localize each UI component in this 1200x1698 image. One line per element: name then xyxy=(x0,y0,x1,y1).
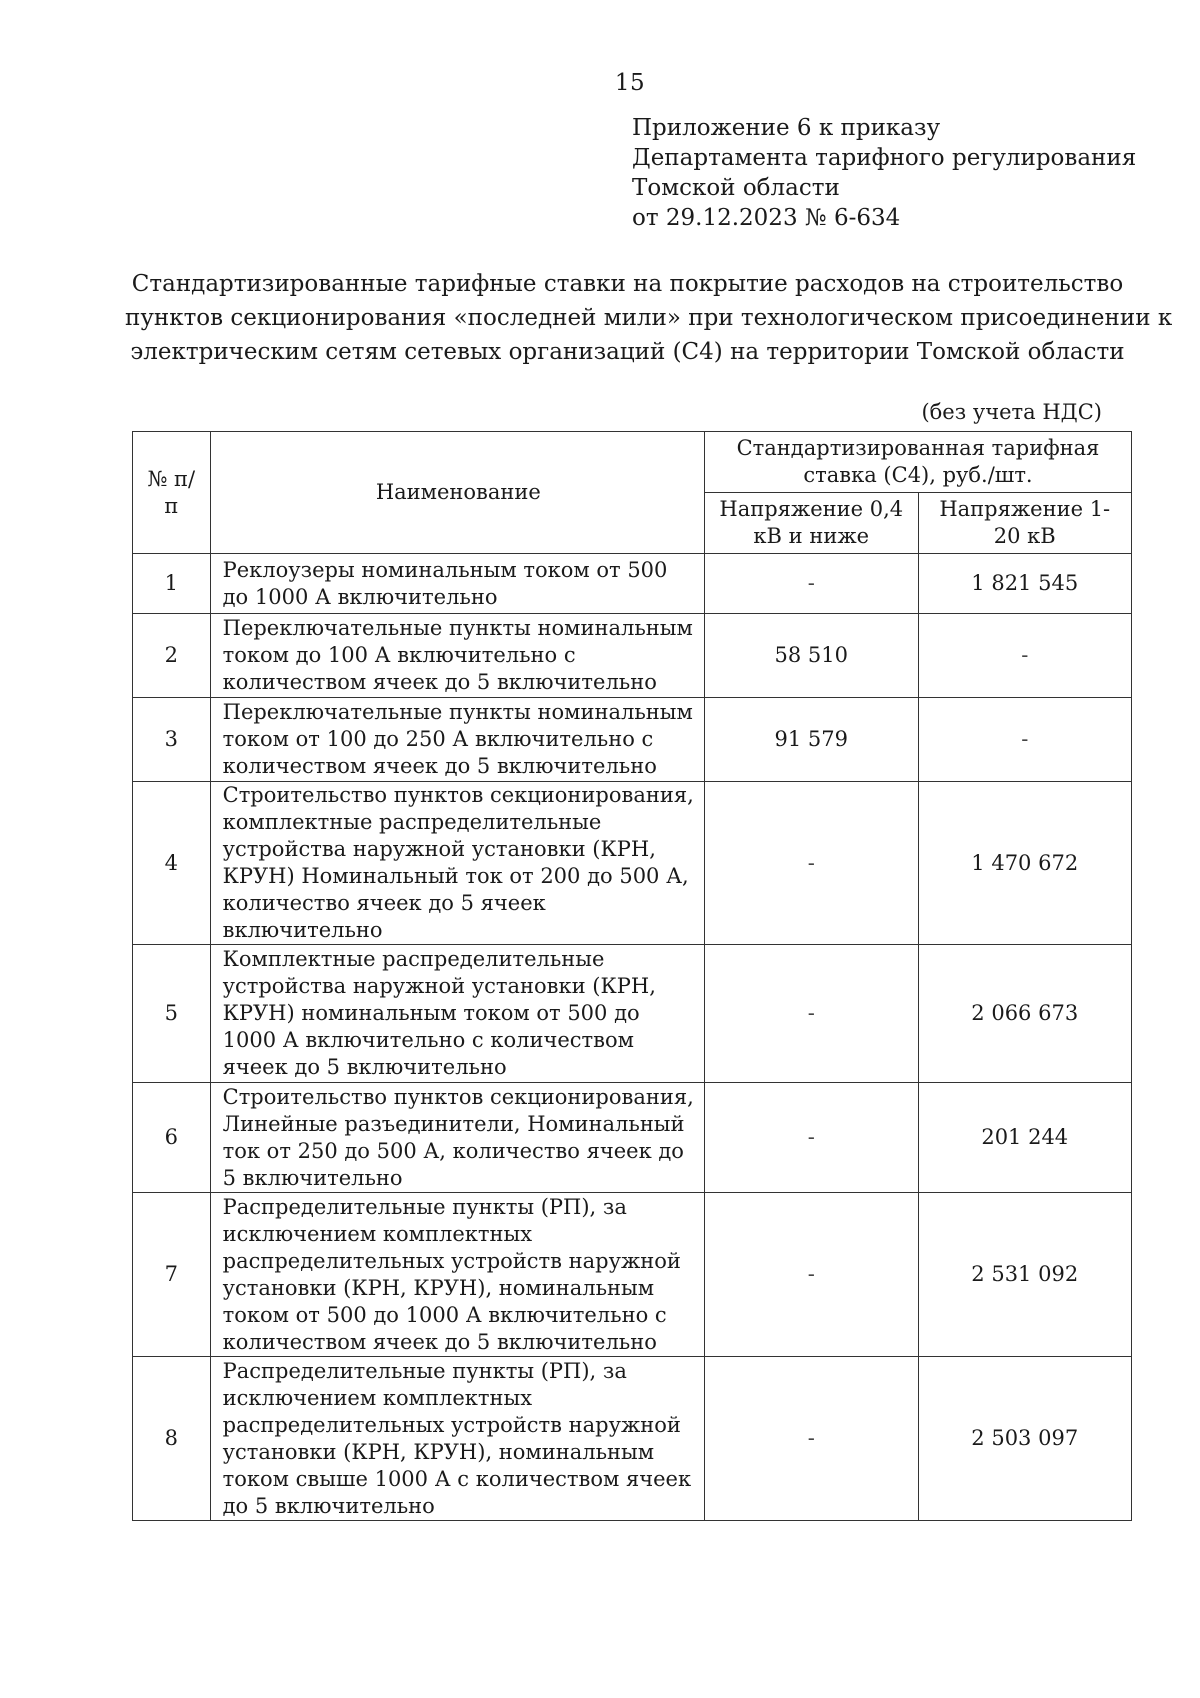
row-low-voltage-rate: - xyxy=(705,782,918,945)
title-line: Стандартизированные тарифные ставки на покрытие расходов на строительство xyxy=(131,271,1124,297)
page-number: 15 xyxy=(614,70,646,96)
vat-note: (без учета НДС) xyxy=(921,400,1102,424)
row-number: 6 xyxy=(133,1083,211,1193)
row-high-voltage-rate: 201 244 xyxy=(918,1083,1132,1193)
row-name: Распределительные пункты (РП), за исключением комплектных распределительных устройств наружной установки (КРН, КРУН), номинальным током от 500 до 1000 А включительно с количеством ячеек до 5 включительно xyxy=(210,1193,704,1357)
row-name: Распределительные пункты (РП), за исключением комплектных распределительных устройств наружной установки (КРН, КРУН), номинальным током свыше 1000 А с количеством ячеек до 5 включительно xyxy=(210,1357,704,1521)
row-low-voltage-rate: - xyxy=(705,1083,918,1193)
table-row xyxy=(133,554,1132,614)
row-low-voltage-rate: - xyxy=(705,554,918,614)
header-high-voltage: Напряжение 1-20 кВ xyxy=(918,493,1132,554)
table-row xyxy=(133,945,1132,1083)
header-num: № п/п xyxy=(133,432,211,554)
tariff-table xyxy=(132,431,1132,1521)
appendix-line: Департамента тарифного регулирования xyxy=(632,145,1137,171)
row-number: 7 xyxy=(133,1193,211,1357)
row-high-voltage-rate: 2 066 673 xyxy=(918,945,1132,1083)
row-high-voltage-rate: 1 470 672 xyxy=(918,782,1132,945)
row-number: 3 xyxy=(133,698,211,782)
row-number: 5 xyxy=(133,945,211,1083)
appendix-reference xyxy=(632,113,1136,233)
row-number: 1 xyxy=(133,554,211,614)
table-row xyxy=(133,698,1132,782)
row-name: Строительство пунктов секционирования, комплектные распределительные устройства наружной установки (КРН, КРУН) Номинальный ток от 200 до 500 А, количество ячеек до 5 ячеек включительно xyxy=(210,782,704,945)
row-low-voltage-rate: - xyxy=(705,1193,918,1357)
appendix-line: Томской области xyxy=(632,175,840,201)
row-name: Комплектные распределительные устройства наружной установки (КРН, КРУН) номинальным током от 500 до 1000 А включительно с количеством ячеек до 5 включительно xyxy=(210,945,704,1083)
row-high-voltage-rate: 2 503 097 xyxy=(918,1357,1132,1521)
title-line: пунктов секционирования «последней мили» при технологическом присоединении к xyxy=(125,305,1173,331)
row-name: Реклоузеры номинальным током от 500 до 1000 А включительно xyxy=(210,554,704,614)
row-high-voltage-rate: 1 821 545 xyxy=(918,554,1132,614)
header-name: Наименование xyxy=(210,432,704,554)
row-number: 2 xyxy=(133,614,211,698)
row-low-voltage-rate: 91 579 xyxy=(705,698,918,782)
row-name: Переключательные пункты номинальным током от 100 до 250 А включительно с количеством ячеек до 5 включительно xyxy=(210,698,704,782)
header-low-voltage: Напряжение 0,4 кВ и ниже xyxy=(705,493,918,554)
appendix-line: от 29.12.2023 № 6-634 xyxy=(632,205,901,231)
appendix-line: Приложение 6 к приказу xyxy=(632,115,941,141)
title-line: электрическим сетям сетевых организаций (С4) на территории Томской области xyxy=(130,339,1125,365)
table-row xyxy=(133,1193,1132,1357)
row-low-voltage-rate: 58 510 xyxy=(705,614,918,698)
row-name: Переключательные пункты номинальным током до 100 А включительно с количеством ячеек до 5 включительно xyxy=(210,614,704,698)
row-low-voltage-rate: - xyxy=(705,1357,918,1521)
row-low-voltage-rate: - xyxy=(705,945,918,1083)
row-high-voltage-rate: - xyxy=(918,614,1132,698)
row-name: Строительство пунктов секционирования, Линейные разъединители, Номинальный ток от 250 до 500 А, количество ячеек до 5 включительно xyxy=(210,1083,704,1193)
row-number: 8 xyxy=(133,1357,211,1521)
table-row xyxy=(133,614,1132,698)
row-high-voltage-rate: 2 531 092 xyxy=(918,1193,1132,1357)
header-rate-group: Стандартизированная тарифная ставка (С4), руб./шт. xyxy=(705,432,1132,493)
row-number: 4 xyxy=(133,782,211,945)
document-title xyxy=(125,267,1173,369)
table-row xyxy=(133,782,1132,945)
table-row xyxy=(133,1083,1132,1193)
row-high-voltage-rate: - xyxy=(918,698,1132,782)
table-row xyxy=(133,1357,1132,1521)
